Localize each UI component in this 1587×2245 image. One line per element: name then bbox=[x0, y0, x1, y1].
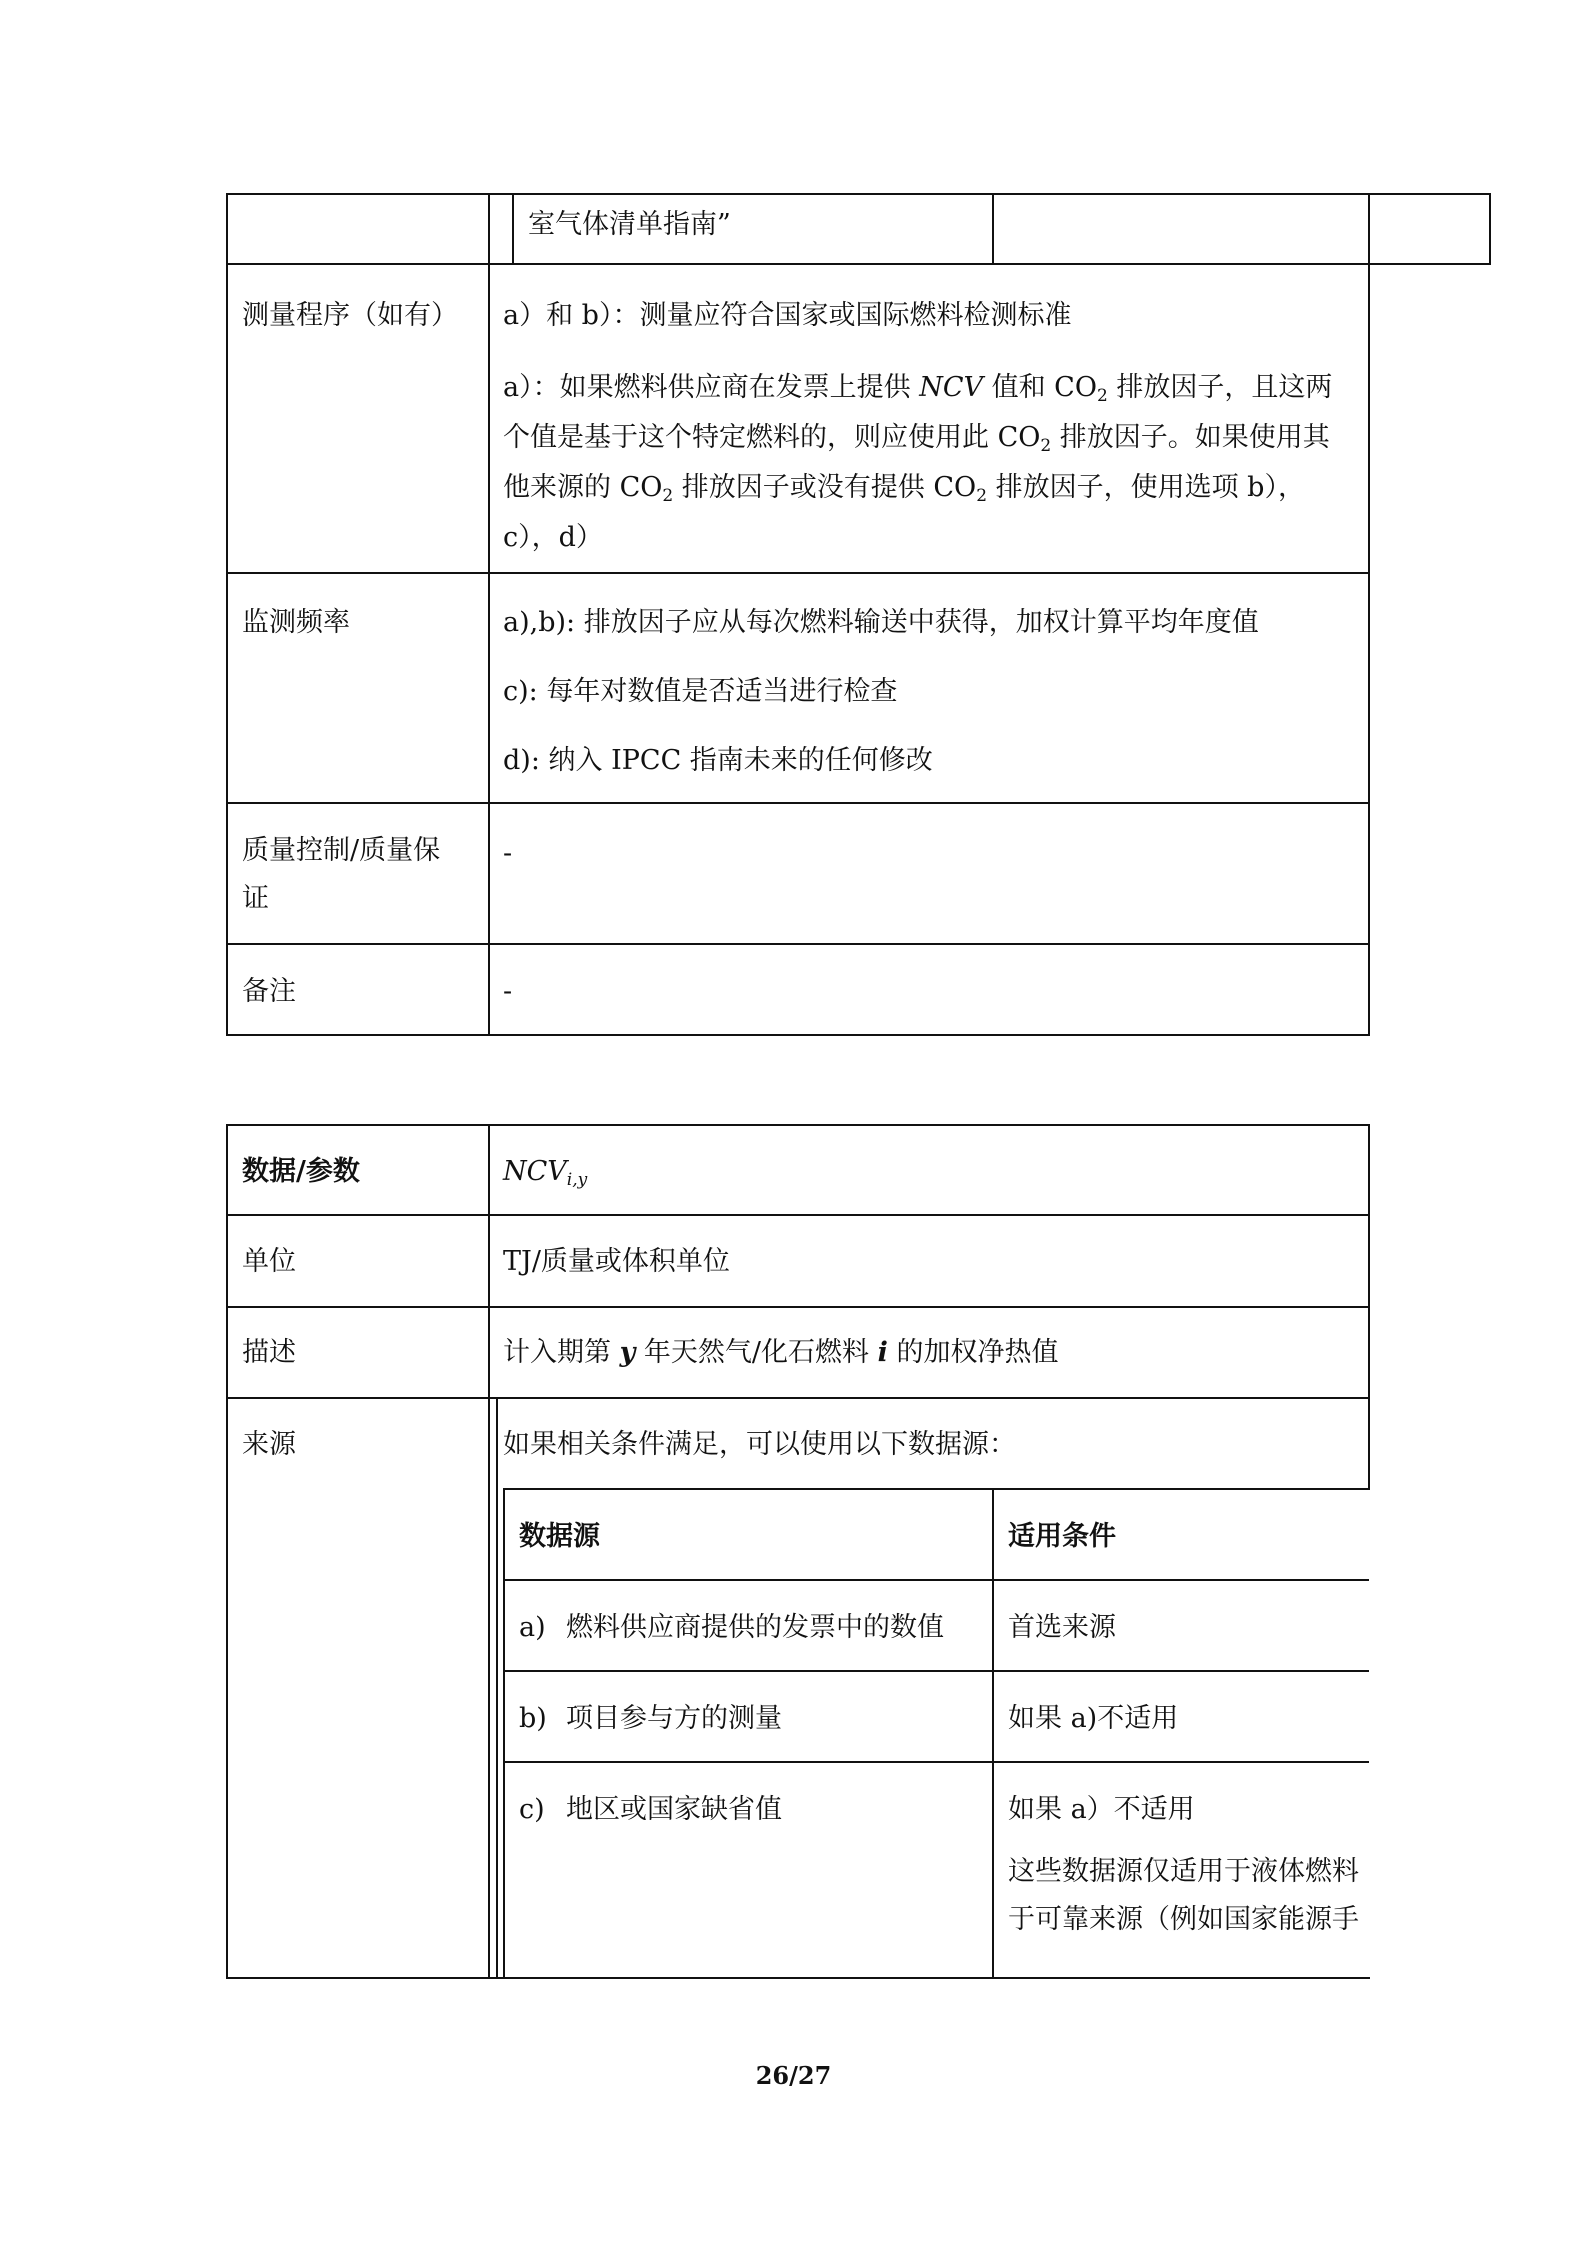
condition-note-clip bbox=[1008, 1856, 1368, 1956]
source-letter-c: c) bbox=[519, 1794, 545, 1825]
source-a: 燃料供应商提供的发票中的数值 bbox=[566, 1612, 944, 1643]
frequency-line-ab: a),b): 排放因子应从每次燃料输送中获得，加权计算平均年度值 bbox=[503, 607, 1259, 638]
row-label-measurement: 测量程序（如有） bbox=[242, 300, 458, 331]
frequency-line-d: d): 纳入 IPCC 指南未来的任何修改 bbox=[503, 745, 933, 776]
description-value: 计入期第 y 年天然气/化石燃料 i 的加权净热值 bbox=[503, 1337, 1059, 1368]
source-intro: 如果相关条件满足，可以使用以下数据源： bbox=[503, 1429, 1016, 1460]
condition-note-line-2: 于可靠来源（例如国家能源手 bbox=[1008, 1904, 1359, 1935]
row-label-parameter: 数据/参数 bbox=[242, 1156, 360, 1187]
condition-b: 如果 a)不适用 bbox=[1008, 1703, 1179, 1734]
condition-c: 如果 a）不适用 bbox=[1008, 1794, 1195, 1825]
parameter-value: $NCV_{i,y}$ bbox=[503, 1156, 588, 1190]
row-label-remarks: 备注 bbox=[242, 976, 296, 1007]
frequency-line-c: c): 每年对数值是否适当进行检查 bbox=[503, 676, 898, 707]
measurement-standard: a）和 b）：测量应符合国家或国际燃料检测标准 bbox=[503, 300, 1072, 331]
remarks-value: - bbox=[503, 976, 513, 1007]
row-label-source: 来源 bbox=[242, 1429, 296, 1460]
source-c: 地区或国家缺省值 bbox=[566, 1794, 782, 1825]
source-header: 数据源 bbox=[519, 1521, 600, 1552]
unit-value: TJ/质量或体积单位 bbox=[503, 1246, 730, 1277]
source-letter-b: b) bbox=[519, 1703, 547, 1734]
condition-note-line-1: 这些数据源仅适用于液体燃料 bbox=[1008, 1856, 1359, 1887]
condition-a: 首选来源 bbox=[1008, 1612, 1116, 1643]
row-label-description: 描述 bbox=[242, 1337, 296, 1368]
condition-header: 适用条件 bbox=[1008, 1521, 1116, 1552]
source-b: 项目参与方的测量 bbox=[566, 1703, 782, 1734]
row-label-frequency: 监测频率 bbox=[242, 607, 350, 638]
qc-value: - bbox=[503, 838, 513, 869]
row-label-unit: 单位 bbox=[242, 1246, 296, 1277]
measurement-detail: a）：如果燃料供应商在发票上提供 NCV 值和 $CO_2$ 排放因子，且这两个值是基于这个特定燃料的，则应使用此 $CO_2$ 排放因子。如果使用其他来源的 $CO_2$ 排放因子或没有提供 $CO_2$ 排放因子，使用选项 b），c），d） bbox=[503, 372, 1333, 553]
row-label-qc: 质量控制/质量保证 bbox=[242, 835, 441, 914]
continued-text: 室气体清单指南” bbox=[528, 209, 731, 240]
page-number: 26/27 bbox=[755, 2061, 832, 2090]
source-letter-a: a) bbox=[519, 1612, 546, 1643]
